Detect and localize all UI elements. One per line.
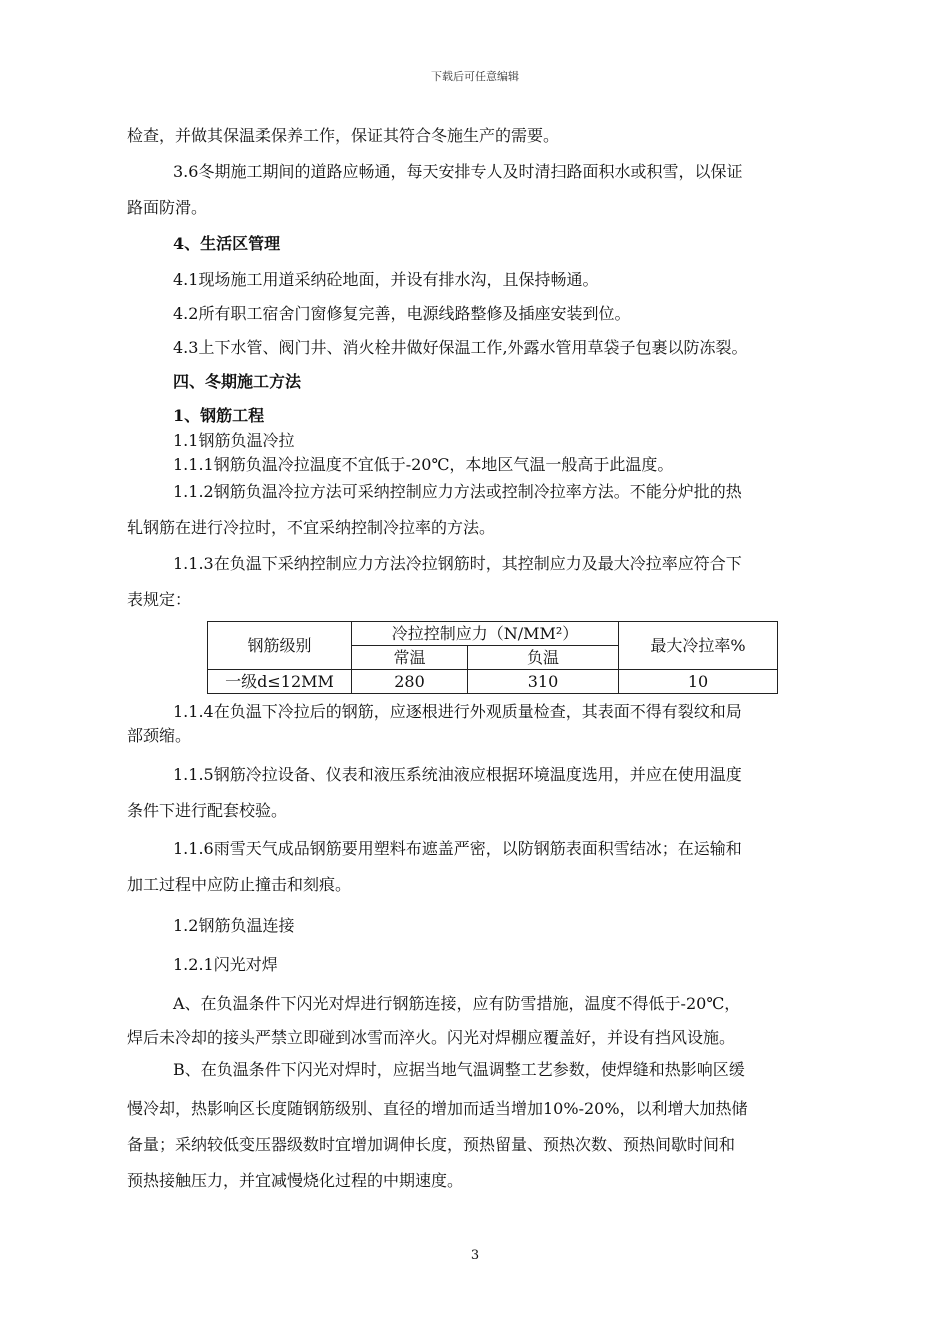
paragraph-line: 1.1.2钢筋负温冷拉方法可采纳控制应力方法或控制冷拉率方法。不能分炉批的热 — [173, 482, 742, 501]
table-cell-normal: 280 — [352, 670, 468, 694]
table-header-control-stress: 冷拉控制应力（N/MM²） — [352, 622, 619, 646]
paragraph-line: 预热接触压力，并宜减慢烧化过程的中期速度。 — [127, 1171, 464, 1190]
section-heading: 4、生活区管理 — [173, 234, 281, 253]
paragraph-line: A、在负温条件下闪光对焊进行钢筋连接，应有防雪措施，温度不得低于-20℃， — [173, 994, 741, 1013]
paragraph-line: 1.1.4在负温下冷拉后的钢筋，应逐根进行外观质量检查，其表面不得有裂纹和局 — [173, 702, 742, 721]
page-number: 3 — [470, 1248, 480, 1263]
table-header-max-rate: 最大冷拉率% — [619, 622, 778, 670]
paragraph-line: 1.1.1钢筋负温冷拉温度不宜低于-20℃，本地区气温一般高于此温度。 — [173, 455, 674, 474]
table-header-grade: 钢筋级别 — [208, 622, 352, 670]
paragraph-line: 4.3上下水管、阀门井、消火栓井做好保温工作,外露水管用草袋子包裹以防冻裂。 — [173, 338, 748, 357]
table-header-normal-temp: 常温 — [352, 646, 468, 670]
paragraph-line: 慢冷却，热影响区长度随钢筋级别、直径的增加而适当增加10%-20%，以利增大加热储 — [127, 1099, 748, 1118]
table-cell-negative: 310 — [468, 670, 619, 694]
paragraph-line: 部颈缩。 — [127, 726, 192, 745]
paragraph-line: 1.1钢筋负温冷拉 — [173, 431, 295, 450]
paragraph-line: 1.2钢筋负温连接 — [173, 916, 295, 935]
paragraph-line: 4.2所有职工宿舍门窗修复完善，电源线路整修及插座安装到位。 — [173, 304, 631, 323]
paragraph-line: 4.1现场施工用道采纳砼地面，并设有排水沟，且保持畅通。 — [173, 270, 599, 289]
paragraph-line: 表规定： — [127, 590, 192, 609]
paragraph-line: 条件下进行配套校验。 — [127, 801, 288, 820]
paragraph-line: 检查，并做其保温柔保养工作，保证其符合冬施生产的需要。 — [127, 126, 560, 145]
paragraph-line: 1.1.6雨雪天气成品钢筋要用塑料布遮盖严密，以防钢筋表面积雪结冰；在运输和 — [173, 839, 742, 858]
paragraph-line: 路面防滑。 — [127, 198, 208, 217]
section-heading: 四、冬期施工方法 — [173, 372, 302, 391]
paragraph-line: 1.1.3在负温下采纳控制应力方法冷拉钢筋时，其控制应力及最大冷拉率应符合下 — [173, 554, 742, 573]
table-cell-grade: 一级d≤12MM — [208, 670, 352, 694]
paragraph-line: 加工过程中应防止撞击和刻痕。 — [127, 875, 352, 894]
paragraph-line: B、在负温条件下闪光对焊时，应据当地气温调整工艺参数，使焊缝和热影响区缓 — [173, 1060, 745, 1079]
paragraph-line: 1.2.1闪光对焊 — [173, 955, 278, 974]
table-row — [208, 670, 778, 694]
paragraph-line: 3.6冬期施工期间的道路应畅通，每天安排专人及时清扫路面积水或积雪，以保证 — [173, 162, 743, 181]
table-header-negative-temp: 负温 — [468, 646, 619, 670]
section-heading: 1、钢筋工程 — [173, 406, 265, 425]
paragraph-line: 轧钢筋在进行冷拉时，不宜采纳控制冷拉率的方法。 — [127, 518, 496, 537]
table-cell-rate: 10 — [619, 670, 778, 694]
page-header: 下载后可任意编辑 — [431, 70, 519, 83]
cold-drawing-spec-table — [207, 621, 778, 694]
paragraph-line: 备量；采纳较低变压器级数时宜增加调伸长度，预热留量、预热次数、预热间歇时间和 — [127, 1135, 736, 1154]
paragraph-line: 焊后未冷却的接头严禁立即碰到冰雪而淬火。闪光对焊棚应覆盖好，并设有挡风设施。 — [127, 1028, 736, 1047]
paragraph-line: 1.1.5钢筋冷拉设备、仪表和液压系统油液应根据环境温度选用，并应在使用温度 — [173, 765, 742, 784]
